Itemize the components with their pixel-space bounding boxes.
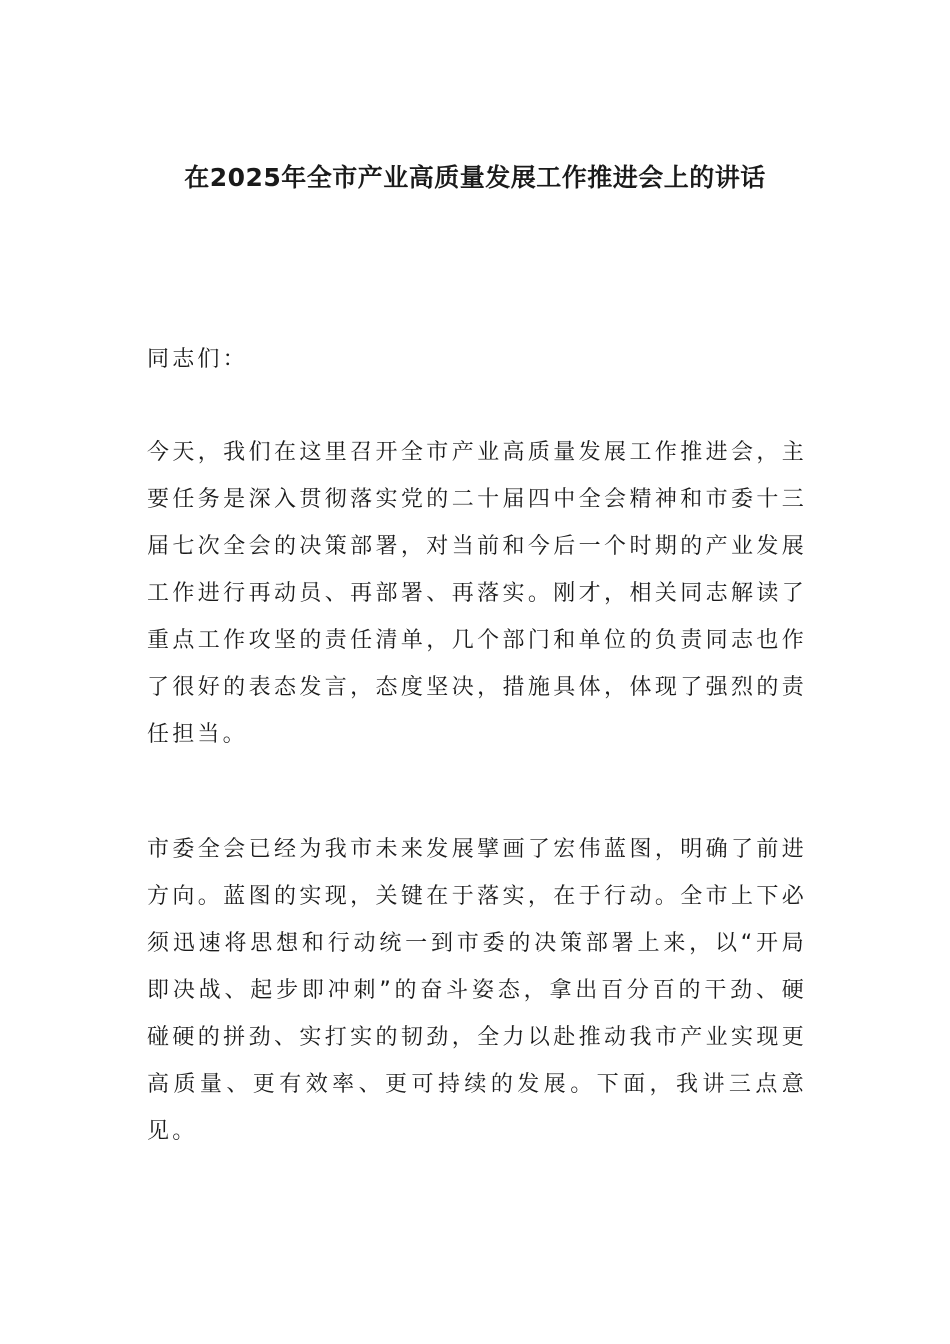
- paragraph-intro: 今天，我们在这里召开全市产业高质量发展工作推进会，主要任务是深入贯彻落实党的二十届四中全会精神和市委十三届七次全会的决策部署，对当前和今后一个时期的产业发展工作进行再动员、再部署、再落实。刚才，相关同志解读了重点工作攻坚的责任清单，几个部门和单位的负责同志也作了很好的表态发言，态度坚决，措施具体，体现了强烈的责任担当。: [147, 440, 807, 747]
- document-title: 在2025年全市产业高质量发展工作推进会上的讲话: [184, 163, 766, 192]
- greeting: 同志们：: [147, 347, 248, 372]
- paragraph-blueprint: 市委全会已经为我市未来发展擘画了宏伟蓝图，明确了前进方向。蓝图的实现，关键在于落实，在于行动。全市上下必须迅速将思想和行动统一到市委的决策部署上来，以“开局即决战、起步即冲刺”的奋斗姿态，拿出百分百的干劲、硬碰硬的拼劲、实打实的韧劲，全力以赴推动我市产业实现更高质量、更有效率、更可持续的发展。下面，我讲三点意见。: [147, 837, 807, 1144]
